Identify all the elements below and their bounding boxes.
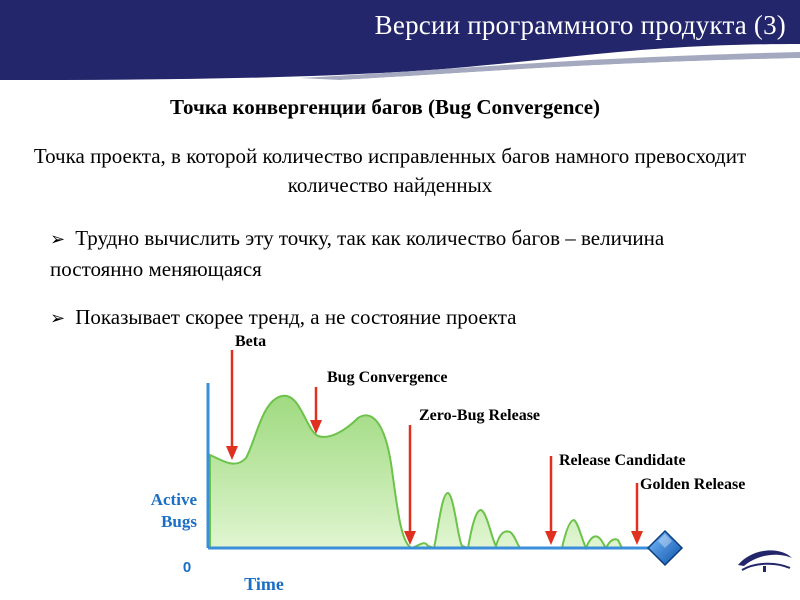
bullet-text: Показывает скорее тренд, а не состояние проекта (75, 305, 517, 329)
diamond-icon (648, 531, 682, 565)
bug-convergence-diagram (0, 320, 800, 600)
milestone-label: Beta (235, 333, 267, 350)
active-bugs-area (210, 396, 622, 548)
bullet-arrow-icon: ➢ (50, 308, 66, 328)
bullet-arrow-icon: ➢ (50, 229, 66, 249)
y-zero-label: 0 (182, 559, 192, 576)
slide-title: Версии программного продукта (3) (374, 10, 786, 40)
milestone-label: Release Candidate (559, 452, 686, 469)
milestone-label: Zero-Bug Release (419, 407, 541, 424)
company-logo-icon (738, 550, 792, 572)
milestone-label: Golden Release (640, 476, 746, 493)
y-axis-label: Active (150, 490, 197, 509)
section-heading: Точка конвергенции багов (Bug Convergence) (169, 95, 601, 119)
y-axis-label: Bugs (161, 512, 197, 531)
x-axis-label: Time (244, 574, 284, 594)
header-band (0, 0, 800, 80)
bullet-text: Трудно вычислить эту точку, так как количество багов – величина постоянно меняющаяся (50, 226, 665, 281)
bullet-item (50, 223, 750, 284)
milestone-label: Bug Convergence (327, 369, 448, 386)
definition-text: Точка проекта, в которой количество исправленных багов намного превосходит количество найденных (33, 144, 747, 197)
